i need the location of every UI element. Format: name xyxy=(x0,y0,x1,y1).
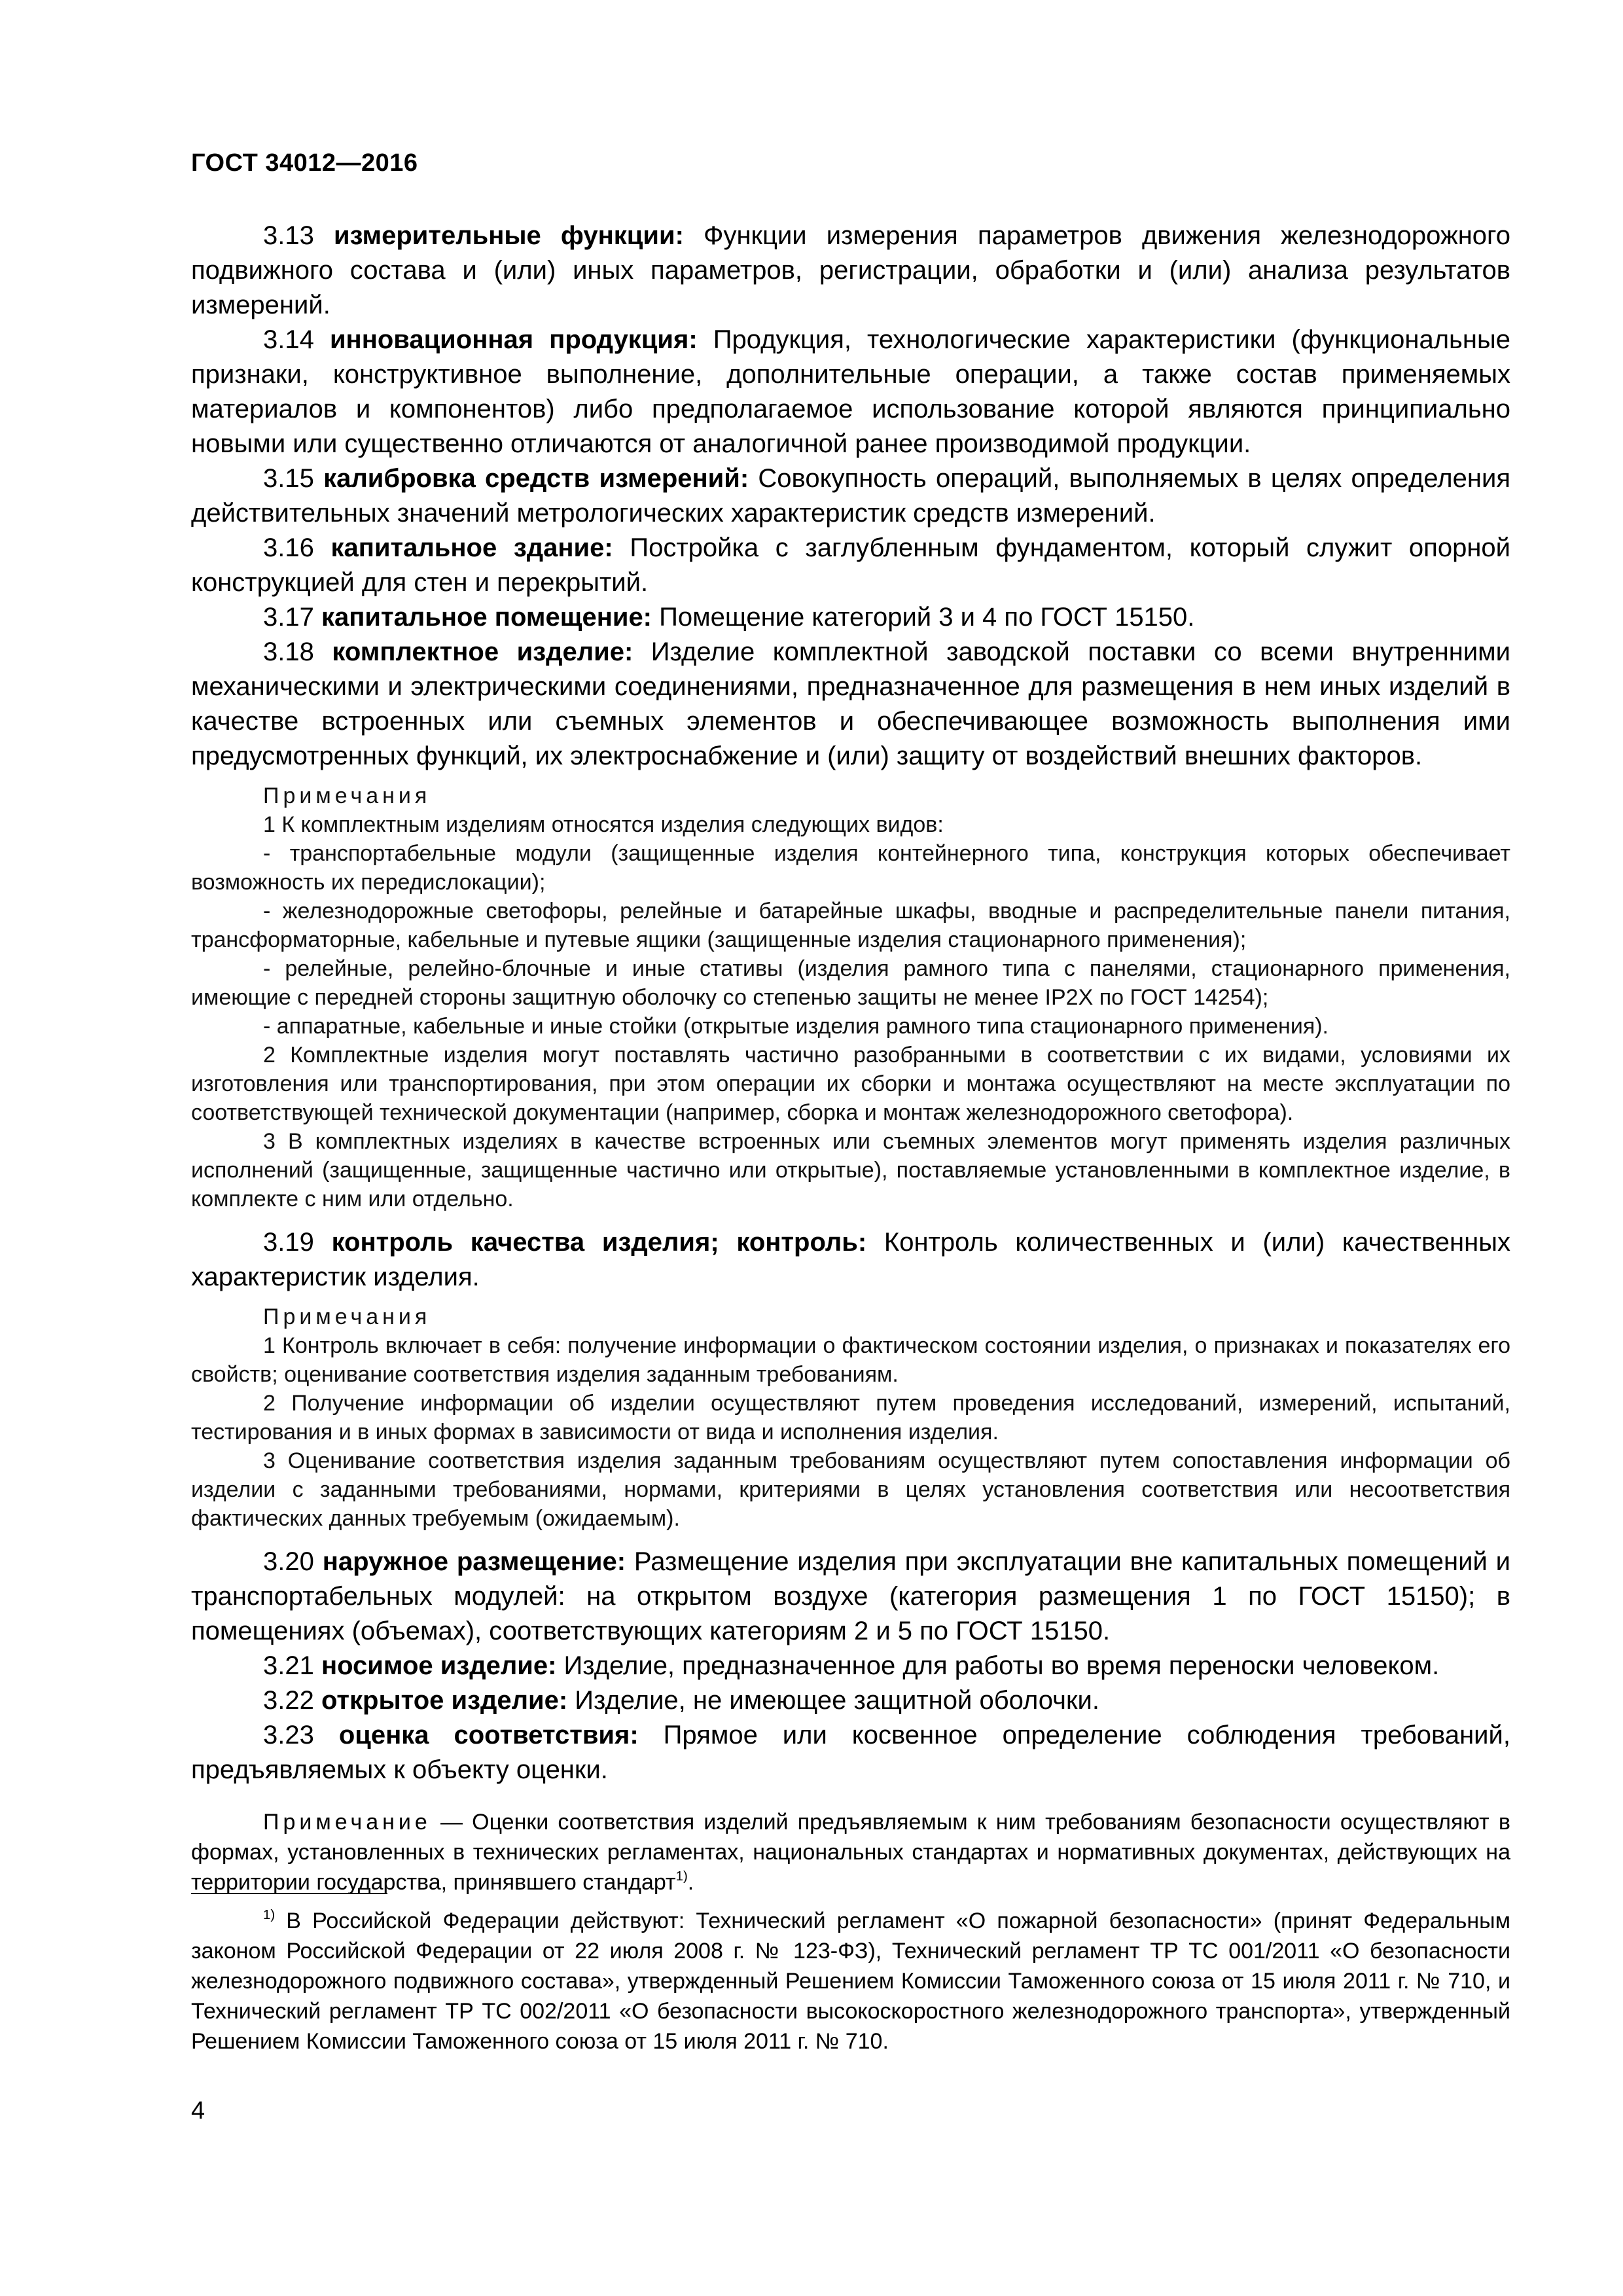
term-title: комплектное изделие: xyxy=(332,637,633,666)
document-body xyxy=(191,219,1510,1897)
term-3-15: 3.15 калибровка средств измерений: Совокупность операций, выполняемых в целях определения действительных значений метрологических характеристик средств измерений. xyxy=(191,464,1510,528)
term-definition: Контроль количественных и (или) качественных характеристик изделия. xyxy=(191,1228,1510,1291)
term-3-19: 3.19 контроль качества изделия; контроль: Контроль количественных и (или) качественных характеристик изделия. xyxy=(191,1228,1510,1291)
term-definition: Изделие, не имеющее защитной оболочки. xyxy=(567,1686,1099,1715)
footnote-text: В Российской Федерации действуют: Технический регламент «О пожарной безопасности» (принят Федеральным законом Российской Федерации от 22 июля 2008 г. № 123-ФЗ), Технический регламент ТР ТС 001/2011 «О безопасности железнодорожного подвижного состава», утвержденный Решением Комиссии Таможенного союза от 15 июля 2011 г. № 710, и Технический регламент ТР ТС 002/2011 «О безопасности высокоскоростного железнодорожного транспорта», утвержденный Решением Комиссии Таможенного союза от 15 июля 2011 г. № 710. xyxy=(191,1909,1510,2054)
term-3-17: 3.17 капитальное помещение: Помещение категорий 3 и 4 по ГОСТ 15150. xyxy=(263,603,1195,632)
note-line: 2 Комплектные изделия могут поставлять частично разобранными в соответствии с их видами, условиями их изготовления или транспортирования, при этом операции их сборки и монтажа осуществляют на месте эксплуатации по соответствующей технической документации (например, сборка и монтаж железнодорожного светофора). xyxy=(191,1043,1510,1125)
term-definition: Постройка с заглубленным фундаментом, который служит опорной конструкцией для стен и перекрытий. xyxy=(191,533,1510,597)
term-definition: Продукция, технологические характеристики (функциональные признаки, конструктивное выполнение, дополнительные операции, а также состав применяемых материалов и компонентов) либо предполагаемое использование которой являются принципиально новыми или существенно отличаются от аналогичной ранее производимой продукции. xyxy=(191,325,1510,458)
document-header: ГОСТ 34012—2016 xyxy=(191,149,418,177)
footnote-mark: 1) xyxy=(263,1907,276,1922)
note-line: 3 Оценивание соответствия изделия заданным требованиям осуществляют путем сопоставления информации об изделии с заданными требованиями, нормами, критериями в целях установления соответствия или несоответствия фактических данных требуемым (ожидаемым). xyxy=(191,1448,1510,1531)
notes-heading: Примечания xyxy=(263,783,431,808)
term-3-13: 3.13 измерительные функции: Функции измерения параметров движения железнодорожного подвижного состава и (или) иных параметров, регистрации, обработки и (или) анализа результатов измерений. xyxy=(191,221,1510,319)
term-title: измерительные функции: xyxy=(334,221,684,250)
term-3-21: 3.21 носимое изделие: Изделие, предназначенное для работы во время переноски человеком. xyxy=(263,1651,1440,1680)
term-3-23: 3.23 оценка соответствия: Прямое или косвенное определение соблюдения требований, предъявляемых к объекту оценки. xyxy=(191,1721,1510,1784)
note-text: — Оценки соответствия изделий предъявляемым к ним требованиям безопасности осуществляют в формах, установленных в технических регламентах, национальных стандартах и нормативных документах, действующих на территории государства, принявшего стандарт xyxy=(191,1810,1510,1895)
note-line: 2 Получение информации об изделии осуществляют путем проведения исследований, измерений, испытаний, тестирования и в иных формах в зависимости от вида и исполнения изделия. xyxy=(191,1391,1510,1444)
note-end: . xyxy=(687,1870,694,1895)
term-3-22: 3.22 открытое изделие: Изделие, не имеющее защитной оболочки. xyxy=(263,1686,1099,1715)
note-line: - релейные, релейно-блочные и иные стативы (изделия рамного типа с панелями, стационарного применения, имеющие с передней стороны защитную оболочку со степенью защиты не менее IP2X по ГОСТ 14254); xyxy=(191,956,1510,1010)
term-definition: Прямое или косвенное определение соблюдения требований, предъявляемых к объекту оценки. xyxy=(191,1721,1510,1784)
term-title: оценка соответствия: xyxy=(338,1721,639,1749)
term-title: наружное размещение: xyxy=(322,1547,626,1576)
term-definition: Функции измерения параметров движения железнодорожного подвижного состава и (или) иных параметров, регистрации, обработки и (или) анализа результатов измерений. xyxy=(191,221,1510,319)
note-line: - аппаратные, кабельные и иные стойки (открытые изделия рамного типа стационарного применения). xyxy=(263,1014,1329,1039)
note-label: Примечание xyxy=(263,1810,431,1835)
term-definition: Совокупность операций, выполняемых в целях определения действительных значений метрологических характеристик средств измерений. xyxy=(191,464,1510,528)
page-number: 4 xyxy=(191,2097,205,2125)
term-definition: Размещение изделия при эксплуатации вне капитальных помещений и транспортабельных модулей: на открытом воздухе (категория размещения 1 по ГОСТ 15150); в помещениях (объемах), соответствующих категориям 2 и 5 по ГОСТ 15150. xyxy=(191,1547,1510,1645)
notes-heading: Примечания xyxy=(263,1304,431,1329)
note-3-23 xyxy=(191,1807,1510,1897)
notes-3-19 xyxy=(191,1302,1510,1533)
term-title: капитальное помещение: xyxy=(321,603,652,632)
term-title: инновационная продукция: xyxy=(329,325,698,354)
term-definition: Изделие, предназначенное для работы во время переноски человеком. xyxy=(556,1651,1440,1680)
note-line: - железнодорожные светофоры, релейные и батарейные шкафы, вводные и распределительные панели питания, трансформаторные, кабельные и путевые ящики (защищенные изделия стационарного применения); xyxy=(191,899,1510,952)
term-title: капитальное здание: xyxy=(330,533,613,562)
footnote xyxy=(191,1906,1510,2056)
term-3-18: 3.18 комплектное изделие: Изделие комплектной заводской поставки со всеми внутренними механическими и электрическими соединениями, предназначенное для размещения в нем иных изделий в качестве встроенных или съемных элементов и обеспечивающее возможность выполнения ими предусмотренных функций, их электроснабжение и (или) защиту от воздействий внешних факторов. xyxy=(191,637,1511,770)
note-line: - транспортабельные модули (защищенные изделия контейнерного типа, конструкция которых обеспечивает возможность их передислокации); xyxy=(191,841,1510,895)
term-title: калибровка средств измерений: xyxy=(323,464,749,493)
term-definition: Помещение категорий 3 и 4 по ГОСТ 15150. xyxy=(652,603,1195,632)
notes-3-18 xyxy=(191,781,1510,1213)
footnote-separator xyxy=(191,1893,387,1894)
term-3-20: 3.20 наружное размещение: Размещение изделия при эксплуатации вне капитальных помещений и транспортабельных модулей: на открытом воздухе (категория размещения 1 по ГОСТ 15150); в помещениях (объемах), соответствующих категориям 2 и 5 по ГОСТ 15150. xyxy=(191,1547,1510,1645)
note-line: 1 Контроль включает в себя: получение информации о фактическом состоянии изделия, о признаках и показателях его свойств; оценивание соответствия изделия заданным требованиям. xyxy=(191,1333,1510,1387)
term-definition: Изделие комплектной заводской поставки со всеми внутренними механическими и электрическими соединениями, предназначенное для размещения в нем иных изделий в качестве встроенных или съемных элементов и обеспечивающее возможность выполнения ими предусмотренных функций, их электроснабжение и (или) защиту от воздействий внешних факторов. xyxy=(191,637,1511,770)
term-3-16: 3.16 капитальное здание: Постройка с заглубленным фундаментом, который служит опорной конструкцией для стен и перекрытий. xyxy=(191,533,1510,597)
footnote-reference[interactable]: 1) xyxy=(675,1869,688,1884)
note-line: 3 В комплектных изделиях в качестве встроенных или съемных элементов могут применять изделия различных исполнений (защищенные, защищенные частично или открытые), поставляемые установленными в комплектное изделие, в комплекте с ним или отдельно. xyxy=(191,1129,1510,1211)
term-title: контроль качества изделия; контроль: xyxy=(331,1228,867,1257)
term-title: открытое изделие: xyxy=(321,1686,568,1715)
term-3-14: 3.14 инновационная продукция: Продукция, технологические характеристики (функциональные признаки, конструктивное выполнение, дополнительные операции, а также состав применяемых материалов и компонентов) либо предполагаемое использование которой являются принципиально новыми или существенно отличаются от аналогичной ранее производимой продукции. xyxy=(191,325,1510,458)
term-title: носимое изделие: xyxy=(321,1651,557,1680)
note-line: 1 К комплектным изделиям относятся изделия следующих видов: xyxy=(263,812,944,837)
